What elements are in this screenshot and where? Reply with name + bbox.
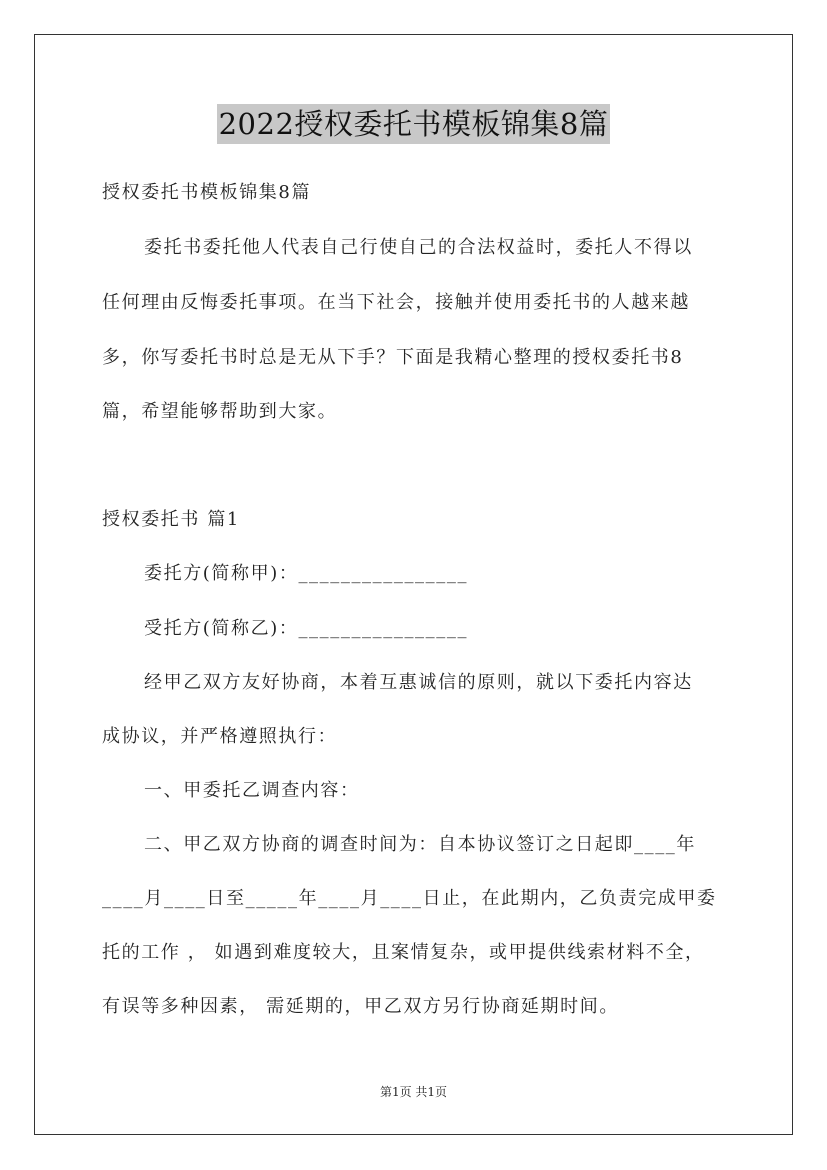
intro-line-2: 任何理由反悔委托事项。在当下社会，接触并使用委托书的人越来越 [102, 292, 690, 313]
title-container [0, 104, 827, 144]
body-line-3: 经甲乙双方友好协商，本着互惠诚信的原则，就以下委托内容达 [144, 672, 693, 693]
clause-1: 一、甲委托乙调查内容： [144, 780, 360, 801]
body-line-4: 成协议，并严格遵照执行： [102, 726, 338, 747]
page-title: 2022授权委托书模板锦集8篇 [217, 104, 611, 144]
document-subtitle: 授权委托书模板锦集8篇 [102, 182, 312, 203]
intro-line-1: 委托书委托他人代表自己行使自己的合法权益时，委托人不得以 [144, 237, 693, 258]
intro-line-4: 篇，希望能够帮助到大家。 [102, 401, 338, 422]
body-line-8: 托的工作 ， 如遇到难度较大，且案情复杂，或甲提供线索材料不全， [102, 942, 705, 963]
body-line-9: 有误等多种因素， 需延期的，甲乙双方另行协商延期时间。 [102, 996, 619, 1017]
intro-line-3: 多，你写委托书时总是无从下手？下面是我精心整理的授权委托书8 [102, 347, 684, 368]
section-heading: 授权委托书 篇1 [102, 509, 240, 530]
page-footer: 第1页 共1页 [379, 1085, 448, 1099]
clause-2: 二、甲乙双方协商的调查时间为：自本协议签订之日起即____年 [144, 834, 696, 855]
body-line-7: ____月____日至_____年____月____日止，在此期内，乙负责完成甲委 [102, 888, 717, 909]
agent-field: 受托方(简称乙)：________________ [144, 618, 469, 639]
principal-field: 委托方(简称甲)：________________ [144, 563, 469, 584]
